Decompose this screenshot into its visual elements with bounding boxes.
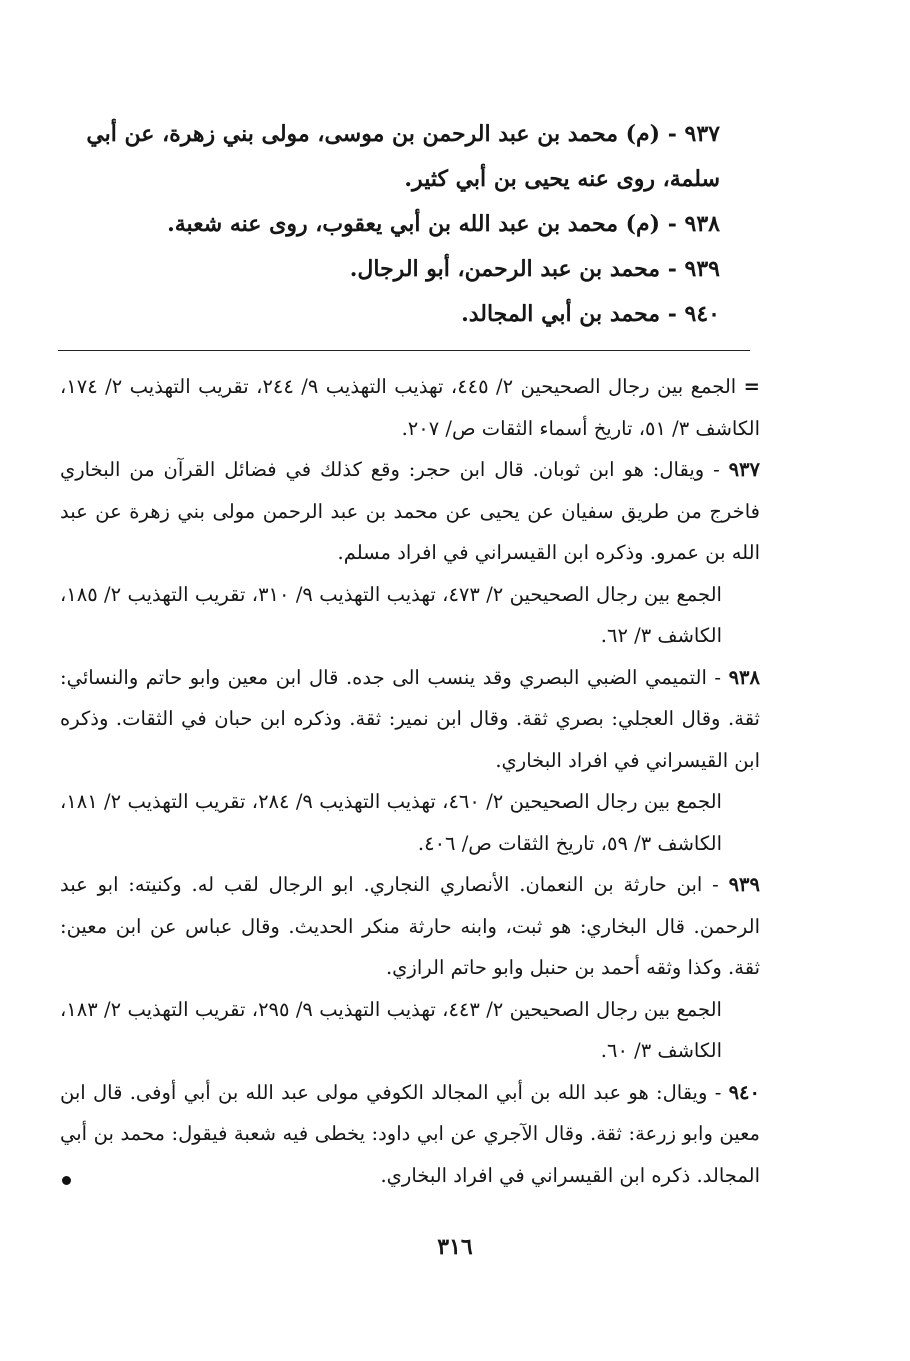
main-entries bbox=[58, 112, 720, 337]
continuation-marker: = bbox=[743, 375, 760, 398]
footnote-number: ٩٣٧ bbox=[728, 458, 760, 481]
entry-938: ٩٣٨ - (م) محمد بن عبد الله بن أبي يعقوب، روى عنه شعبة. bbox=[167, 211, 720, 237]
footnote-text: - ابن حارثة بن النعمان. الأنصاري النجاري. ابو الرجال لقب له. وكنيته: ابو عبد الرحمن. قال البخاري: هو ثبت، وابنه حارثة منكر الحديث. وقال عباس عن ابن معين: ثقة. وكذا وثقه أحمد بن حنبل وابو حاتم الرازي. bbox=[60, 873, 760, 979]
entry-940: ٩٤٠ - محمد بن أبي المجالد. bbox=[461, 301, 720, 327]
footnote-number: ٩٣٨ bbox=[728, 665, 760, 689]
footnote-938 bbox=[60, 657, 760, 782]
entry-939: ٩٣٩ - محمد بن عبد الرحمن، أبو الرجال. bbox=[349, 256, 720, 282]
footnote-939-refs: الجمع بين رجال الصحيحين ٢/ ٤٤٣، تهذيب التهذيب ٩/ ٢٩٥، تقريب التهذيب ٢/ ١٨٣، الكاشف ٣/ ٦٠. bbox=[60, 997, 722, 1062]
footnote-refs: الجمع بين رجال الصحيحين ٢/ ٤٤٥، تهذيب التهذيب ٩/ ٢٤٤، تقريب التهذيب ٢/ ١٧٤، الكاشف ٣/ ٥١، تاريخ أسماء الثقات ص/ ٢٠٧. bbox=[60, 375, 760, 440]
entry-937: ٩٣٧ - (م) محمد بن عبد الرحمن بن موسى، مولى بني زهرة، عن أبي سلمة، روى عنه يحيى بن أبي كثير. bbox=[86, 121, 720, 192]
footnote-937-refs: الجمع بين رجال الصحيحين ٢/ ٤٧٣، تهذيب التهذيب ٩/ ٣١٠، تقريب التهذيب ٢/ ١٨٥، الكاشف ٣/ ٦٢. bbox=[60, 582, 722, 647]
footnote-text: - التميمي الضبي البصري وقد ينسب الى جده. قال ابن معين وابو حاتم والنسائي: ثقة. وقال العجلي: بصري ثقة. وقال ابن نمير: ثقة. وذكره ابن حبان في الثقات. وذكره ابن القيسراني في افراد البخاري. bbox=[60, 665, 760, 772]
footnote-number: ٩٤٠ bbox=[728, 1080, 760, 1104]
footnote-text: - ويقال: هو ابن ثوبان. قال ابن حجر: وقع كذلك في فضائل القرآن من البخاري فاخرج من طريق سفيان عن يحيى عن محمد بن عبد الرحمن مولى بني زهرة عن عبد الله بن عمرو. وذكره ابن القيسراني في افراد مسلم. bbox=[60, 458, 760, 564]
footnote-number: ٩٣٩ bbox=[728, 873, 760, 896]
footnote-continued-refs bbox=[60, 366, 760, 449]
end-of-notes-dot bbox=[62, 1176, 71, 1185]
footnote-938-refs: الجمع بين رجال الصحيحين ٢/ ٤٦٠، تهذيب التهذيب ٩/ ٢٨٤، تقريب التهذيب ٢/ ١٨١، الكاشف ٣/ ٥٩، تاريخ الثقات ص/ ٤٠٦. bbox=[60, 790, 722, 855]
footnote-separator bbox=[58, 350, 750, 351]
page-number: ٣١٦ bbox=[437, 1234, 473, 1260]
footnote-937 bbox=[60, 449, 760, 574]
footnote-940 bbox=[60, 1072, 760, 1197]
footnote-text: - ويقال: هو عبد الله بن أبي المجالد الكوفي مولى عبد الله بن أبي أوفى. قال ابن معين وابو زرعة: ثقة. وقال الآجري عن ابي داود: يخطى فيه شعبة فيقول: محمد بن أبي المجالد. ذكره ابن القيسراني في افراد البخاري. bbox=[60, 1080, 760, 1187]
footnotes bbox=[60, 366, 760, 1196]
footnote-939 bbox=[60, 864, 760, 989]
